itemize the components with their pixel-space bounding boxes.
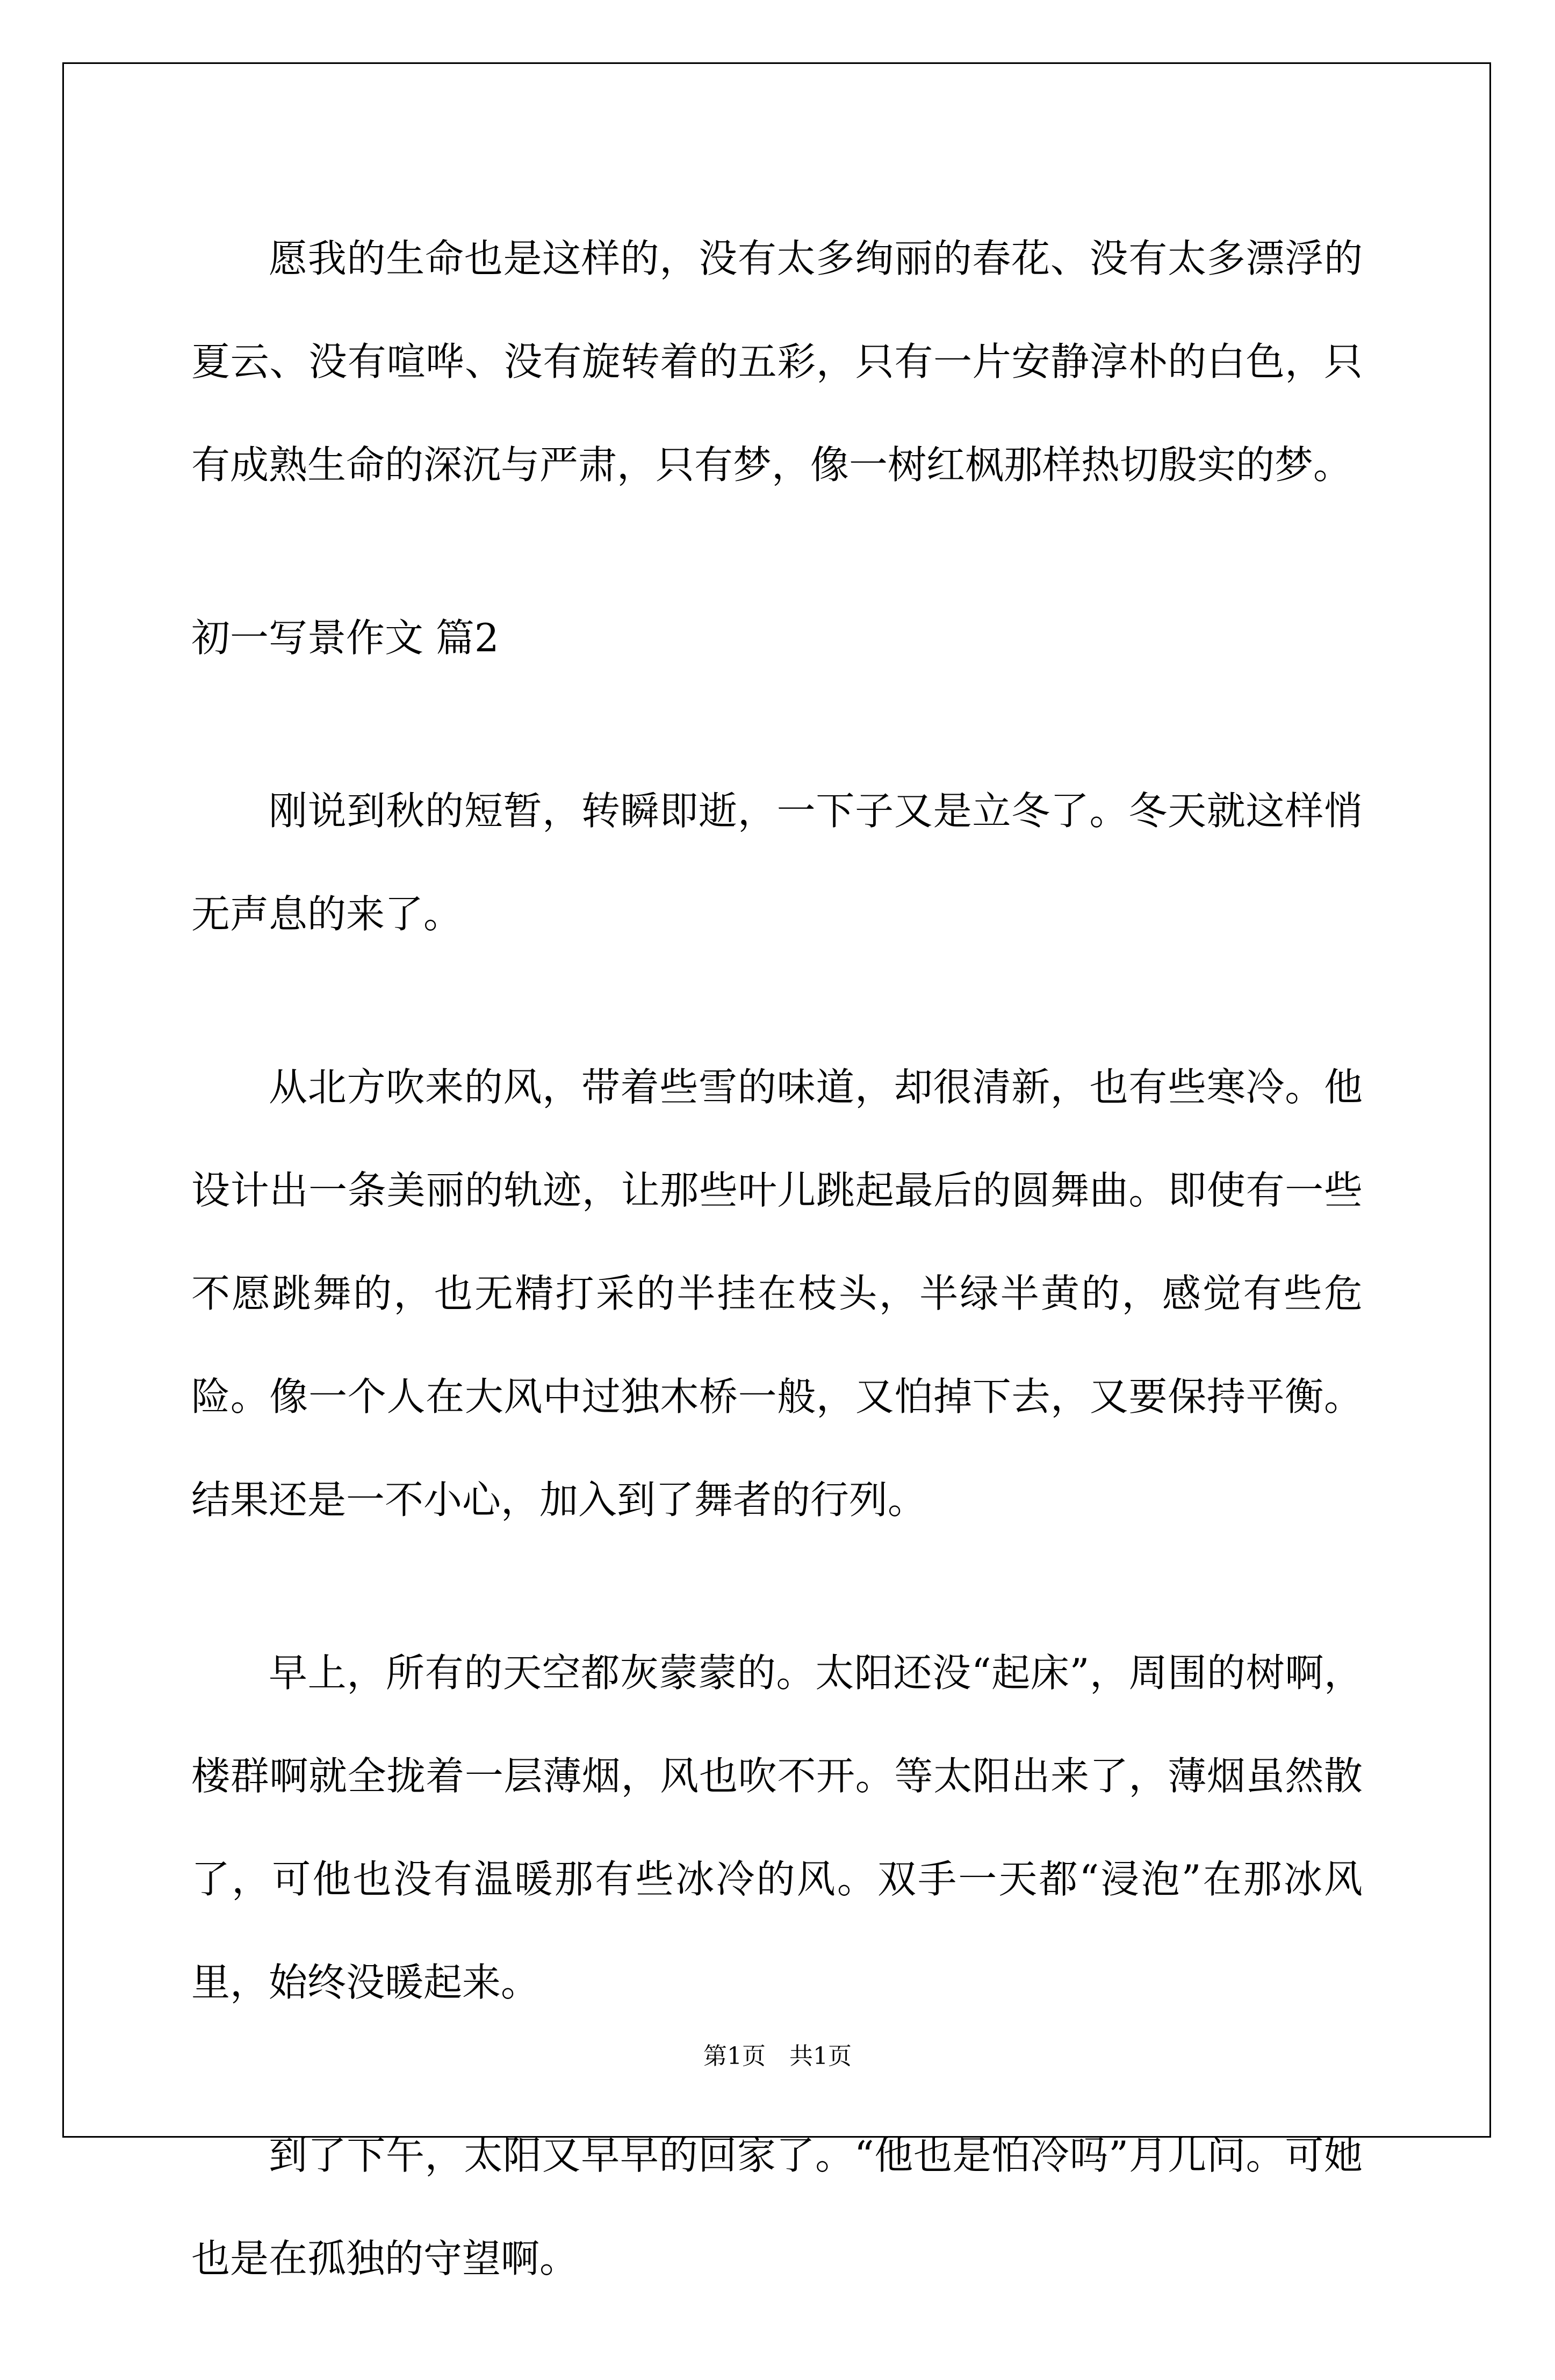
paragraph: 刚说到秋的短暂，转瞬即逝，一下子又是立冬了。冬天就这样悄无声息的来了。 <box>191 788 1363 937</box>
paragraph: 愿我的生命也是这样的，没有太多绚丽的春花、没有太多漂浮的夏云、没有喧哗、没有旋转着的五彩，只有一片安静淳朴的白色，只有成熟生命的深沉与严肃，只有梦，像一树红枫那样热切殷实的梦。 <box>191 236 1363 487</box>
page-number-footer: 第1页 共1页 <box>703 2043 852 2070</box>
section-heading: 初一写景作文 篇2 <box>191 615 499 660</box>
paragraph: 从北方吹来的风，带着些雪的味道，却很清新，也有些寒冷。他设计出一条美丽的轨迹，让那些叶儿跳起最后的圆舞曲。即使有一些不愿跳舞的，也无精打采的半挂在枝头，半绿半黄的，感觉有些危险。像一个人在大风中过独木桥一般，又怕掉下去，又要保持平衡。结果还是一不小心，加入到了舞者的行列。 <box>191 1065 1363 1522</box>
paragraph: 到了下午，太阳又早早的回家了。“他也是怕冷吗”月儿问。可她也是在孤独的守望啊。 <box>191 2133 1363 2281</box>
paragraph: 早上，所有的天空都灰蒙蒙的。太阳还没“起床”，周围的树啊，楼群啊就全拢着一层薄烟，风也吹不开。等太阳出来了，薄烟虽然散了，可他也没有温暖那有些冰冷的风。双手一天都“浸泡”在那冰风里，始终没暖起来。 <box>191 1650 1363 2005</box>
